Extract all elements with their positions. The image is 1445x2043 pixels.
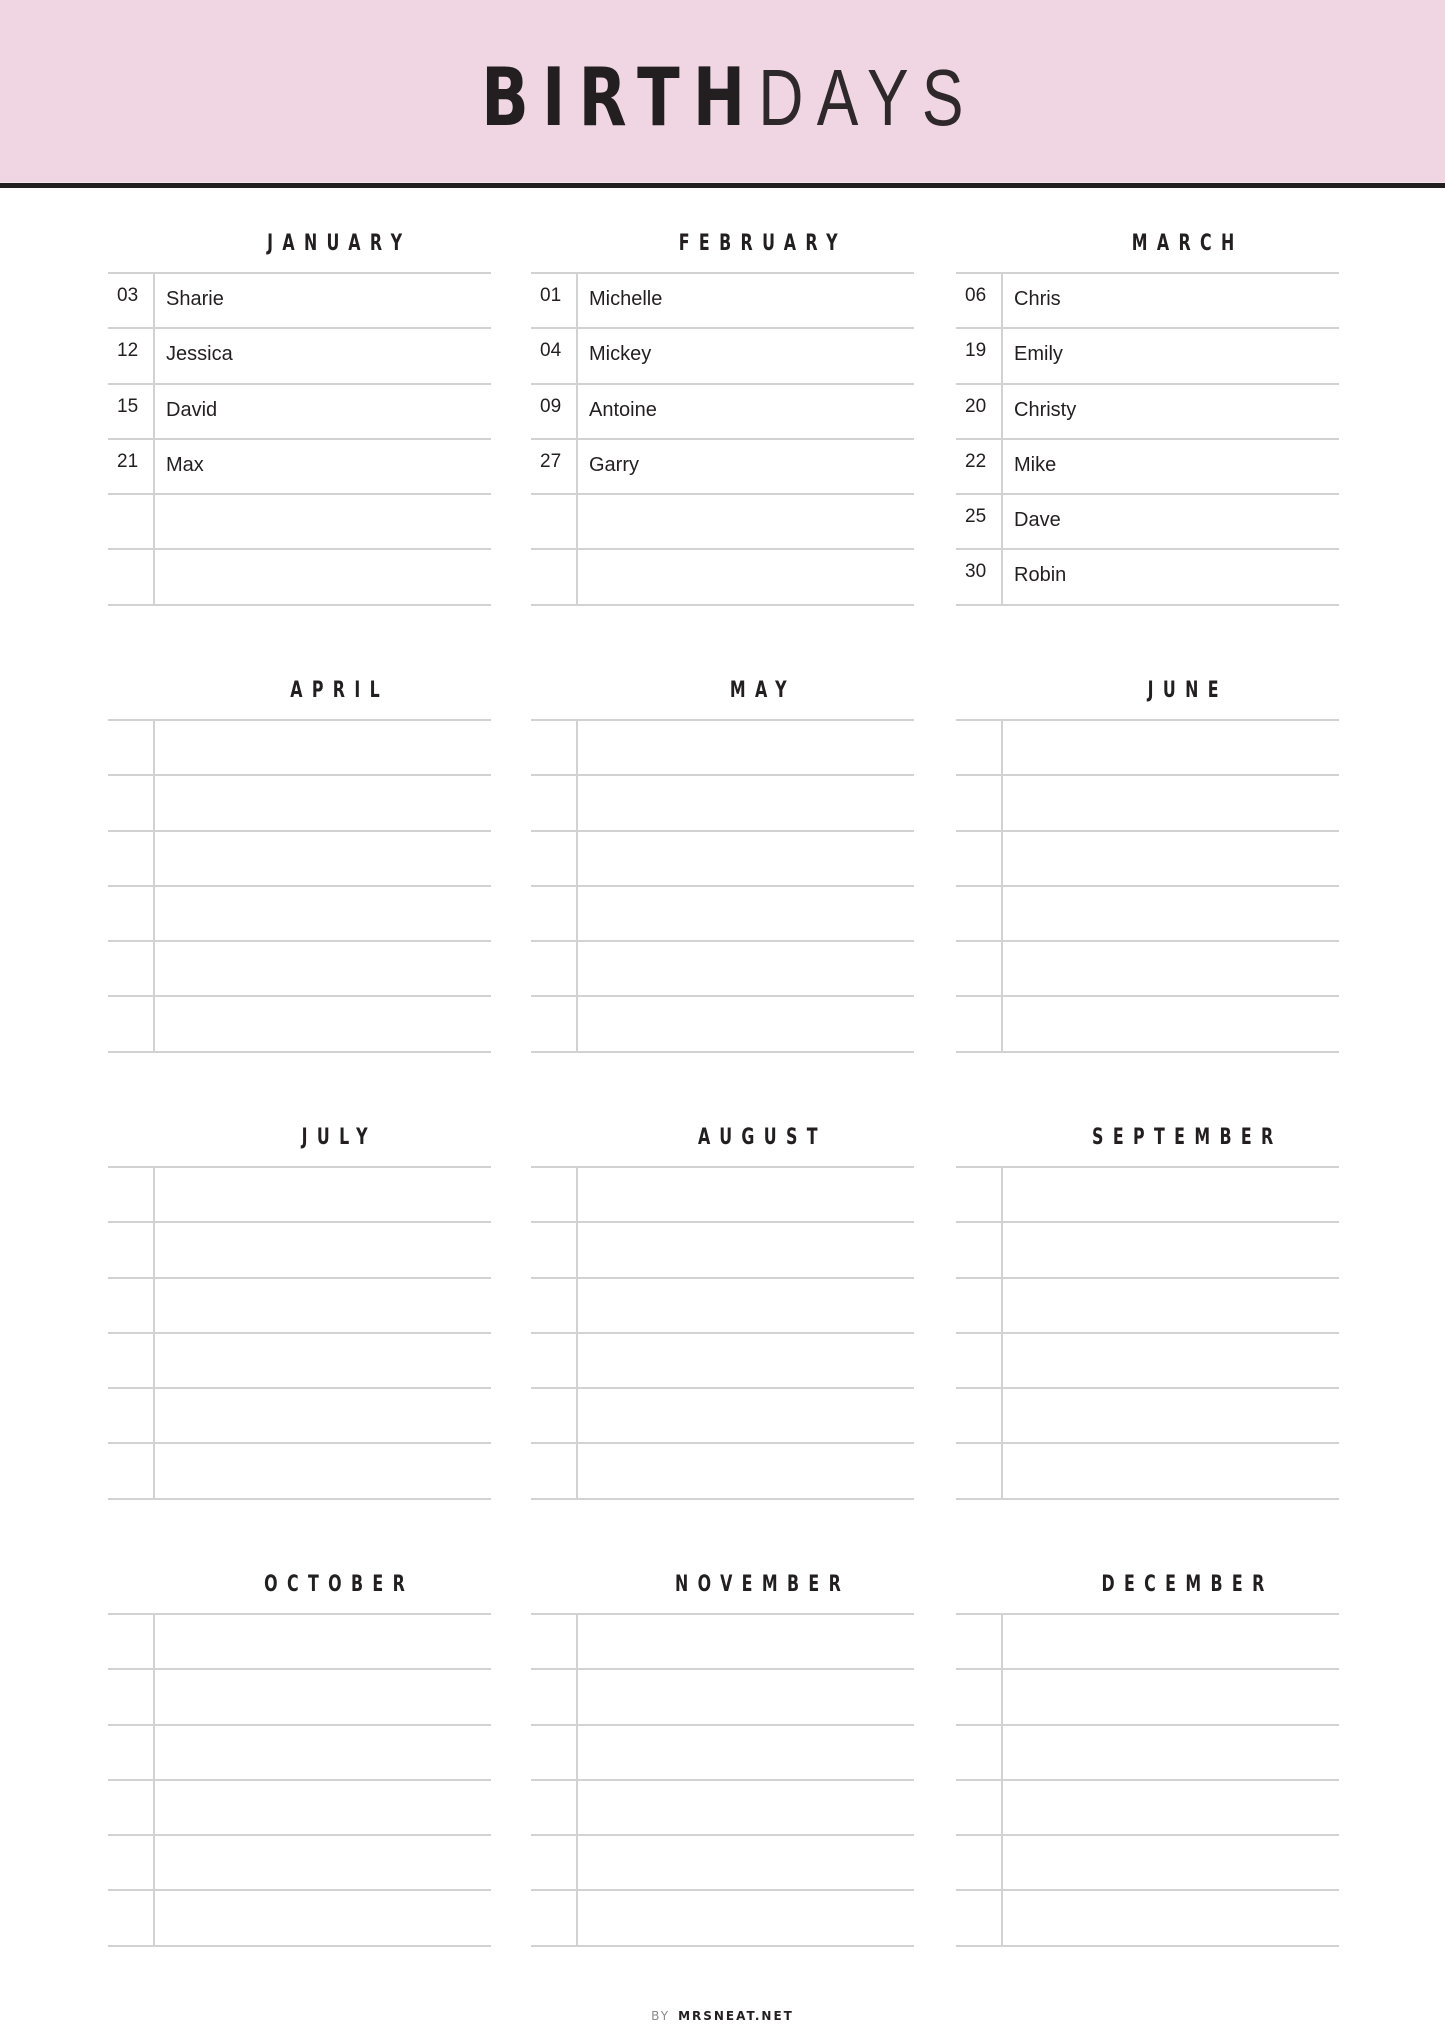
table-row[interactable] [531, 887, 914, 942]
name-cell[interactable] [1014, 721, 1339, 774]
month-title-text: FEBRUARY [678, 231, 847, 256]
day-cell[interactable] [531, 550, 578, 603]
table-row[interactable] [531, 550, 914, 605]
month-title-text: JULY [301, 1125, 378, 1150]
table-row[interactable] [108, 997, 491, 1052]
footer-by: BY [651, 2009, 671, 2023]
name-cell[interactable] [589, 1444, 914, 1497]
month-november [531, 1557, 914, 1947]
day-cell[interactable] [531, 776, 578, 829]
birthday-table [108, 1166, 491, 1500]
name-cell[interactable] [1014, 887, 1339, 940]
table-row[interactable] [108, 1168, 491, 1223]
name-cell[interactable] [166, 1836, 491, 1889]
name-cell[interactable]: Robin [1014, 564, 1067, 587]
day-cell[interactable] [531, 832, 578, 885]
day-cell[interactable] [108, 942, 155, 995]
name-cell[interactable] [589, 1279, 914, 1332]
table-row[interactable] [531, 1726, 914, 1781]
name-cell[interactable] [1014, 1781, 1339, 1834]
table-row[interactable] [956, 1670, 1339, 1725]
day-cell[interactable] [531, 887, 578, 940]
name-cell[interactable] [166, 721, 491, 774]
name-cell[interactable] [1014, 1891, 1339, 1944]
month-title-text: AUGUST [698, 1125, 827, 1150]
day-cell[interactable] [956, 887, 1003, 940]
month-title-text: JUNE [1147, 678, 1228, 703]
table-row[interactable] [956, 887, 1339, 942]
month-title-text: MAY [729, 678, 796, 703]
name-cell[interactable]: Antoine [589, 398, 657, 421]
day-cell[interactable] [531, 1223, 578, 1276]
day-cell[interactable] [956, 1891, 1003, 1944]
birthday-table [956, 1613, 1339, 1947]
day-cell[interactable] [531, 1781, 578, 1834]
day-cell[interactable]: 22 [956, 440, 1003, 493]
day-cell[interactable] [956, 1836, 1003, 1889]
name-cell[interactable] [589, 942, 914, 995]
page-title [159, 51, 1286, 144]
table-row[interactable] [956, 721, 1339, 776]
day-cell[interactable] [108, 721, 155, 774]
table-row[interactable] [956, 1279, 1339, 1334]
month-september [956, 1110, 1339, 1500]
day-cell[interactable] [956, 1444, 1003, 1497]
day-cell[interactable] [956, 1168, 1003, 1221]
table-row[interactable] [531, 495, 914, 550]
table-row[interactable] [531, 1279, 914, 1334]
day-cell[interactable]: 20 [956, 385, 1003, 438]
table-row[interactable] [108, 440, 491, 495]
table-row[interactable] [108, 1781, 491, 1836]
day-cell[interactable] [108, 550, 155, 603]
name-cell[interactable] [166, 887, 491, 940]
day-cell[interactable] [531, 495, 578, 548]
name-cell[interactable] [589, 1615, 914, 1668]
month-title [578, 216, 914, 272]
table-row[interactable] [956, 1334, 1339, 1389]
day-cell[interactable] [956, 1726, 1003, 1779]
name-cell[interactable] [166, 1615, 491, 1668]
table-row[interactable] [956, 1781, 1339, 1836]
name-cell[interactable] [166, 1279, 491, 1332]
month-title [1003, 663, 1339, 719]
name-cell[interactable]: Garry [589, 453, 639, 476]
name-cell[interactable] [589, 1223, 914, 1276]
name-cell[interactable] [589, 550, 914, 603]
day-cell[interactable] [531, 1615, 578, 1668]
table-row[interactable] [956, 776, 1339, 831]
day-cell[interactable] [108, 832, 155, 885]
birthday-table [108, 719, 491, 1053]
month-title [155, 1110, 491, 1166]
table-row[interactable] [108, 1836, 491, 1891]
table-row[interactable] [956, 1836, 1339, 1891]
month-title [578, 663, 914, 719]
name-cell[interactable] [589, 1670, 914, 1723]
birthday-table [531, 272, 914, 606]
name-cell[interactable] [166, 776, 491, 829]
day-cell[interactable] [531, 1891, 578, 1944]
name-cell[interactable] [166, 1168, 491, 1221]
day-cell[interactable] [531, 721, 578, 774]
name-cell[interactable]: David [166, 398, 218, 421]
month-title-text: OCTOBER [264, 1572, 415, 1597]
day-cell[interactable] [956, 721, 1003, 774]
month-title [155, 663, 491, 719]
table-row[interactable] [108, 550, 491, 605]
day-cell[interactable] [108, 1334, 155, 1387]
month-title [1003, 216, 1339, 272]
day-cell[interactable] [956, 1334, 1003, 1387]
name-cell[interactable] [166, 1726, 491, 1779]
day-cell[interactable]: 03 [108, 274, 155, 327]
day-cell[interactable] [956, 942, 1003, 995]
month-title-text: JANUARY [267, 231, 412, 256]
table-row[interactable] [956, 495, 1339, 550]
table-row[interactable] [531, 1168, 914, 1223]
name-cell[interactable] [589, 1334, 914, 1387]
name-cell[interactable] [166, 1891, 491, 1944]
day-cell[interactable]: 19 [956, 329, 1003, 382]
day-cell[interactable] [108, 1781, 155, 1834]
name-cell[interactable] [589, 887, 914, 940]
day-cell[interactable] [108, 495, 155, 548]
day-cell[interactable] [531, 997, 578, 1050]
table-row[interactable] [108, 942, 491, 997]
name-cell[interactable] [166, 997, 491, 1050]
month-title-text: DECEMBER [1101, 1572, 1274, 1597]
table-row[interactable] [531, 1891, 914, 1946]
table-row[interactable] [108, 1389, 491, 1444]
day-cell[interactable] [531, 1836, 578, 1889]
day-cell[interactable] [108, 1615, 155, 1668]
table-row[interactable] [108, 1279, 491, 1334]
month-december [956, 1557, 1339, 1947]
name-cell[interactable] [589, 997, 914, 1050]
month-title-text: NOVEMBER [674, 1572, 851, 1597]
name-cell[interactable] [589, 1836, 914, 1889]
table-row[interactable] [108, 385, 491, 440]
table-row[interactable] [108, 1334, 491, 1389]
table-row[interactable] [956, 440, 1339, 495]
name-cell[interactable] [589, 832, 914, 885]
month-title-text: MARCH [1131, 231, 1244, 256]
month-march [956, 216, 1339, 606]
table-row[interactable] [108, 495, 491, 550]
table-row[interactable] [531, 942, 914, 997]
day-cell[interactable] [956, 776, 1003, 829]
name-cell[interactable]: Max [166, 453, 204, 476]
day-cell[interactable] [108, 887, 155, 940]
table-row[interactable] [956, 1726, 1339, 1781]
name-cell[interactable] [166, 495, 491, 548]
month-title [155, 216, 491, 272]
table-row[interactable] [531, 997, 914, 1052]
month-october [108, 1557, 491, 1947]
name-cell[interactable] [166, 1781, 491, 1834]
day-cell[interactable] [956, 832, 1003, 885]
table-row[interactable] [956, 832, 1339, 887]
footer [0, 2008, 1445, 2024]
table-row[interactable] [108, 776, 491, 831]
name-cell[interactable]: Mike [1014, 453, 1057, 476]
name-cell[interactable] [589, 1168, 914, 1221]
month-august [531, 1110, 914, 1500]
name-cell[interactable] [589, 1389, 914, 1442]
table-row[interactable] [956, 1223, 1339, 1278]
month-january [108, 216, 491, 606]
name-cell[interactable]: Mickey [589, 343, 652, 366]
month-june [956, 663, 1339, 1053]
month-title [1003, 1110, 1339, 1166]
day-cell[interactable]: 09 [531, 385, 578, 438]
birthday-table [531, 719, 914, 1053]
day-cell[interactable] [108, 1670, 155, 1723]
name-cell[interactable] [166, 1444, 491, 1497]
month-title [578, 1110, 914, 1166]
month-title [155, 1557, 491, 1613]
table-row[interactable] [108, 887, 491, 942]
name-cell[interactable] [166, 550, 491, 603]
month-may [531, 663, 914, 1053]
name-cell[interactable] [166, 942, 491, 995]
day-cell[interactable] [956, 1223, 1003, 1276]
page-title-bold: BIRTH [481, 51, 759, 144]
name-cell[interactable] [166, 1223, 491, 1276]
name-cell[interactable] [589, 1891, 914, 1944]
name-cell[interactable]: Jessica [166, 343, 233, 366]
name-cell[interactable] [1014, 942, 1339, 995]
day-cell[interactable]: 27 [531, 440, 578, 493]
name-cell[interactable] [589, 1726, 914, 1779]
day-cell[interactable] [531, 1726, 578, 1779]
table-row[interactable] [956, 1389, 1339, 1444]
day-cell[interactable]: 15 [108, 385, 155, 438]
name-cell[interactable]: Michelle [589, 288, 663, 310]
name-cell[interactable] [589, 776, 914, 829]
table-row[interactable] [108, 274, 491, 329]
birthday-table [531, 1613, 914, 1947]
table-row[interactable] [531, 1223, 914, 1278]
name-cell[interactable] [589, 495, 914, 548]
month-april [108, 663, 491, 1053]
name-cell[interactable] [1014, 1168, 1339, 1221]
birthday-table [108, 272, 491, 606]
table-row[interactable] [108, 1891, 491, 1946]
name-cell[interactable] [1014, 1279, 1339, 1332]
day-cell[interactable] [531, 1334, 578, 1387]
table-row[interactable] [108, 329, 491, 384]
month-title [1003, 1557, 1339, 1613]
day-cell[interactable]: 12 [108, 329, 155, 382]
table-row[interactable] [531, 1389, 914, 1444]
name-cell[interactable] [589, 1781, 914, 1834]
name-cell[interactable]: Sharie [166, 288, 224, 310]
day-cell[interactable] [956, 1389, 1003, 1442]
name-cell[interactable] [1014, 776, 1339, 829]
day-cell[interactable] [956, 1615, 1003, 1668]
table-row[interactable] [531, 1615, 914, 1670]
day-cell[interactable]: 30 [956, 550, 1003, 603]
name-cell[interactable]: Christy [1014, 398, 1077, 421]
month-july [108, 1110, 491, 1500]
name-cell[interactable] [166, 1334, 491, 1387]
day-cell[interactable] [108, 1726, 155, 1779]
table-row[interactable] [531, 721, 914, 776]
day-cell[interactable] [108, 997, 155, 1050]
table-row[interactable] [956, 1615, 1339, 1670]
header-rule [0, 182, 1445, 188]
month-february [531, 216, 914, 606]
table-row[interactable] [956, 550, 1339, 605]
table-row[interactable] [108, 1444, 491, 1499]
day-cell[interactable]: 04 [531, 329, 578, 382]
month-title-text: APRIL [290, 678, 389, 703]
table-row[interactable] [531, 776, 914, 831]
table-row[interactable] [531, 1781, 914, 1836]
day-cell[interactable]: 21 [108, 440, 155, 493]
day-cell[interactable] [108, 1279, 155, 1332]
birthday-table [108, 1613, 491, 1947]
table-row[interactable] [531, 1670, 914, 1725]
name-cell[interactable] [1014, 1726, 1339, 1779]
page-title-light: DAYS [758, 53, 977, 142]
name-cell[interactable]: Emily [1014, 343, 1063, 366]
name-cell[interactable] [1014, 997, 1339, 1050]
table-row[interactable] [531, 274, 914, 329]
name-cell[interactable] [589, 721, 914, 774]
day-cell[interactable] [531, 1444, 578, 1497]
table-row[interactable] [108, 1670, 491, 1725]
month-title-text: SEPTEMBER [1092, 1125, 1283, 1150]
day-cell[interactable] [956, 1279, 1003, 1332]
name-cell[interactable] [1014, 1444, 1339, 1497]
table-row[interactable] [956, 385, 1339, 440]
table-row[interactable] [108, 1615, 491, 1670]
footer-brand: MRSNEAT.NET [678, 2009, 794, 2023]
table-row[interactable] [956, 274, 1339, 329]
name-cell[interactable] [166, 832, 491, 885]
name-cell[interactable]: Dave [1014, 509, 1061, 532]
day-cell[interactable]: 25 [956, 495, 1003, 548]
day-cell[interactable] [531, 942, 578, 995]
table-row[interactable] [956, 1444, 1339, 1499]
month-title [578, 1557, 914, 1613]
birthday-table [531, 1166, 914, 1500]
name-cell[interactable] [1014, 1836, 1339, 1889]
day-cell[interactable] [531, 1670, 578, 1723]
table-row[interactable] [108, 832, 491, 887]
day-cell[interactable] [956, 1781, 1003, 1834]
day-cell[interactable] [531, 1279, 578, 1332]
name-cell[interactable] [1014, 832, 1339, 885]
name-cell[interactable] [1014, 1389, 1339, 1442]
day-cell[interactable] [108, 1444, 155, 1497]
name-cell[interactable] [1014, 1615, 1339, 1668]
day-cell[interactable] [108, 1836, 155, 1889]
day-cell[interactable] [108, 776, 155, 829]
name-cell[interactable] [1014, 1223, 1339, 1276]
table-row[interactable] [531, 440, 914, 495]
table-row[interactable] [956, 1891, 1339, 1946]
table-row[interactable] [956, 942, 1339, 997]
day-cell[interactable]: 01 [531, 274, 578, 327]
birthday-table [956, 1166, 1339, 1500]
table-row[interactable] [956, 329, 1339, 384]
table-row[interactable] [531, 1444, 914, 1499]
table-row[interactable] [108, 1726, 491, 1781]
birthday-table [956, 719, 1339, 1053]
day-cell[interactable] [956, 1670, 1003, 1723]
table-row[interactable] [531, 1836, 914, 1891]
day-cell[interactable] [108, 1168, 155, 1221]
day-cell[interactable] [956, 997, 1003, 1050]
table-row[interactable] [108, 1223, 491, 1278]
table-row[interactable] [956, 997, 1339, 1052]
birthday-table [956, 272, 1339, 606]
name-cell[interactable] [1014, 1670, 1339, 1723]
table-row[interactable] [531, 1334, 914, 1389]
name-cell[interactable] [166, 1670, 491, 1723]
table-row[interactable] [531, 385, 914, 440]
table-row[interactable] [956, 1168, 1339, 1223]
table-row[interactable] [108, 721, 491, 776]
day-cell[interactable] [531, 1168, 578, 1221]
name-cell[interactable] [1014, 1334, 1339, 1387]
day-cell[interactable] [108, 1891, 155, 1944]
day-cell[interactable] [531, 1389, 578, 1442]
name-cell[interactable] [166, 1389, 491, 1442]
table-row[interactable] [531, 832, 914, 887]
day-cell[interactable]: 06 [956, 274, 1003, 327]
day-cell[interactable] [108, 1389, 155, 1442]
name-cell[interactable]: Chris [1014, 288, 1061, 310]
table-row[interactable] [531, 329, 914, 384]
day-cell[interactable] [108, 1223, 155, 1276]
